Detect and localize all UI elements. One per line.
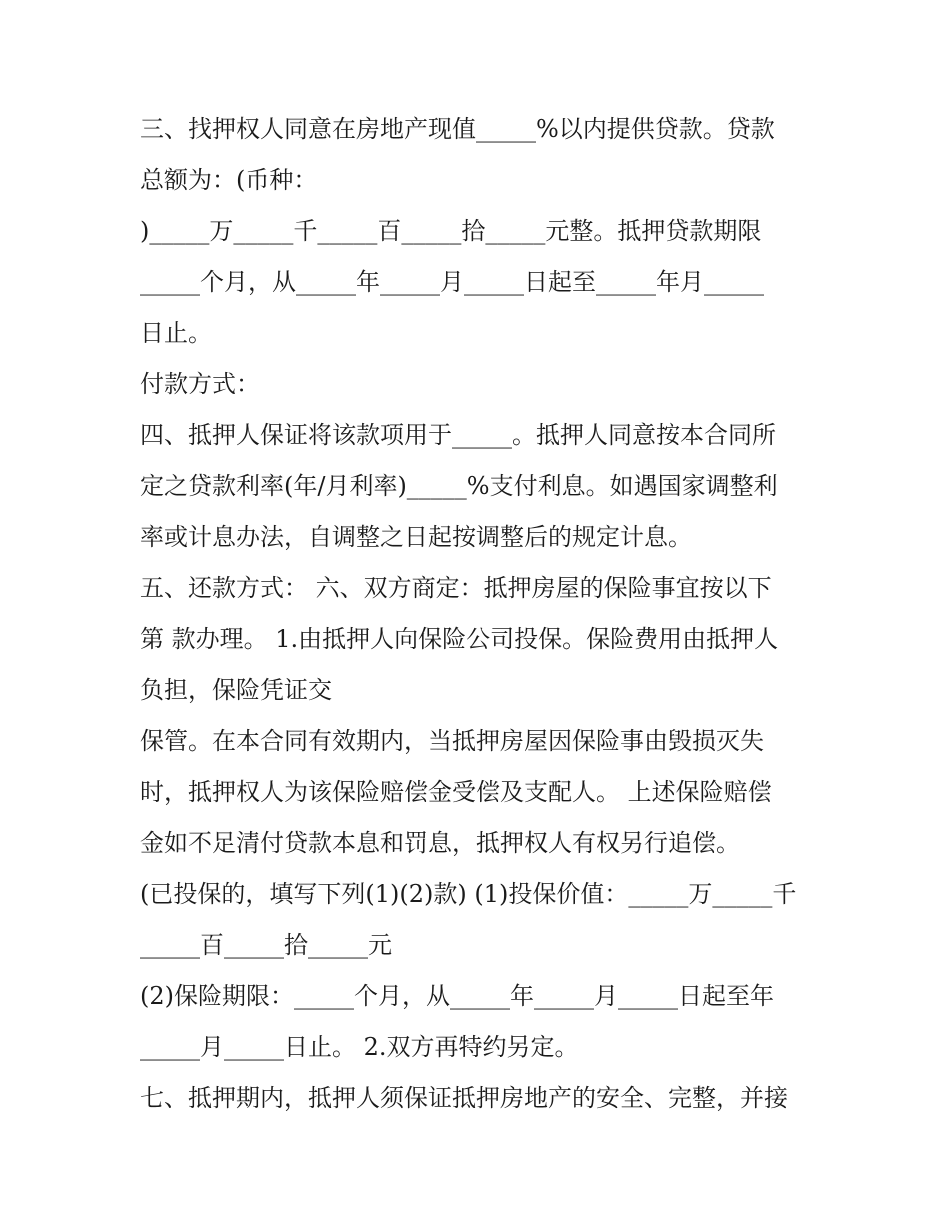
insured-value-line-1: (已投保的，填写下列(1)(2)款) (1)投保价值：_____万_____千	[140, 880, 797, 908]
clause-three-line-5: 日止。	[140, 319, 212, 347]
clause-three-line-2: 总额为：(币种：	[140, 166, 318, 194]
clause-four-line-2: 定之贷款利率(年/月利率)_____%支付利息。如遇国家调整利	[140, 472, 778, 500]
clause-five-six-line-1: 五、还款方式： 六、双方商定：抵押房屋的保险事宜按以下	[140, 574, 772, 602]
clause-six-line-3: 负担，保险凭证交	[140, 676, 332, 704]
clause-three-line-1: 三、找押权人同意在房地产现值_____%以内提供贷款。贷款	[140, 115, 775, 143]
insurance-term-line-2: _____月_____日止。 2.双方再特约另定。	[140, 1033, 579, 1061]
clause-three-line-3: )_____万_____千_____百_____拾_____元整。抵押贷款期限	[140, 217, 762, 245]
insurance-term-line-1: (2)保险期限：_____个月，从_____年_____月_____日起至年	[140, 982, 774, 1010]
clause-six-line-2: 第 款办理。 1.由抵押人向保险公司投保。保险费用由抵押人	[140, 625, 779, 653]
clause-four-line-3: 率或计息办法，自调整之日起按调整后的规定计息。	[140, 523, 692, 551]
clause-four-line-1: 四、抵押人保证将该款项用于_____。抵押人同意按本合同所	[140, 421, 776, 449]
clause-three-line-4: _____个月，从_____年_____月_____日起至_____年月_____	[140, 268, 764, 296]
clause-six-line-6: 金如不足清付贷款本息和罚息，抵押权人有权另行追偿。	[140, 829, 740, 857]
clause-six-line-4: 保管。在本合同有效期内，当抵押房屋因保险事由毁损灭失	[140, 727, 764, 755]
contract-body	[140, 104, 830, 1124]
clause-seven-line-1: 七、抵押期内，抵押人须保证抵押房地产的安全、完整，并接	[140, 1084, 788, 1112]
clause-six-line-5: 时，抵押权人为该保险赔偿金受偿及支配人。 上述保险赔偿	[140, 778, 772, 806]
insured-value-line-2: _____百_____拾_____元	[140, 931, 392, 959]
payment-method-line: 付款方式：	[140, 370, 260, 398]
